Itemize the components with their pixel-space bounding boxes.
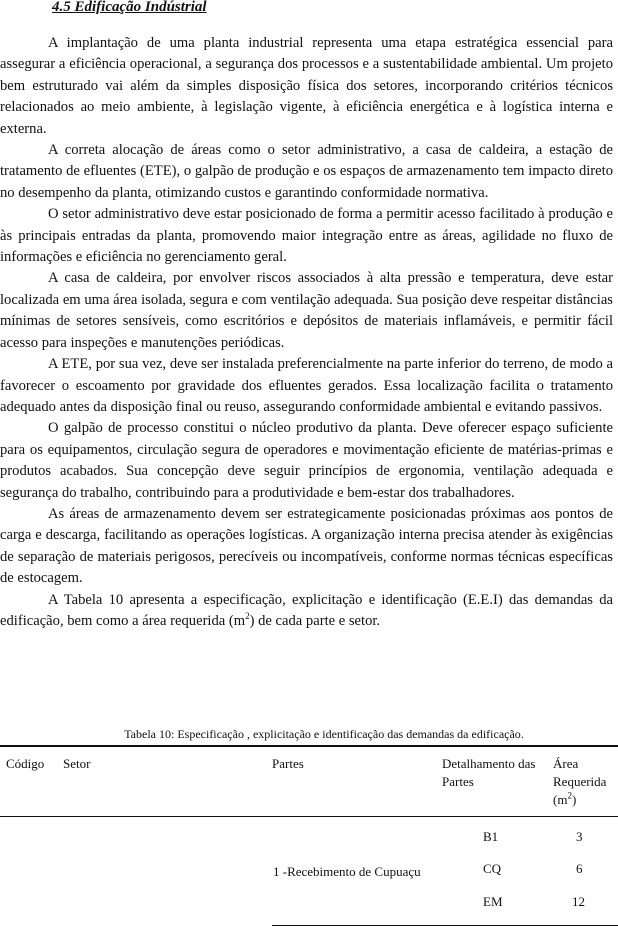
unit-superscript: 2	[567, 790, 572, 801]
body-text	[0, 33, 613, 632]
part-name: 1 -Recebimento de Cupuaçu	[273, 864, 421, 879]
header-area-unit: $(m^2)$	[553, 790, 577, 807]
paragraph: O setor administrativo deve estar posicionado de forma a permitir acesso facilitado à produção e às principais entradas da planta, promovendo maior integração entre as áreas, agilidade no fluxo de informações e eficiência no gerenciamento geral.	[0, 206, 613, 266]
table-cell-area: 12	[572, 894, 585, 909]
intro-text: A Tabela 10 apresenta a especificação, explicitação e identificação (E.E.I) das demandas da edificação, bem como a área requerida (m	[0, 591, 613, 629]
paragraph-table-intro	[0, 590, 613, 633]
paragraph: O galpão de processo constitui o núcleo produtivo da planta. Deve oferecer espaço suficiente para os equipamentos, circulação segura de operadores e movimentação eficiente de matérias-primas e produtos acabados. Sua concepção deve seguir princípios de ergonomia, ventilação adequada e segurança do trabalho, contribuindo para a produtividade e bem-estar dos trabalhadores.	[0, 420, 613, 501]
header-area	[553, 755, 606, 809]
header-partes: Partes	[272, 756, 304, 771]
superscript: 2	[245, 611, 250, 622]
section-heading: 4.5 Edificação Indústrial	[52, 0, 207, 15]
table-caption: Tabela 10: Especificação , explicitação e identificação das demandas da edificação.	[124, 727, 524, 741]
header-detalhamento	[442, 755, 536, 791]
paragraph: A ETE, por sua vez, deve ser instalada preferencialmente na parte inferior do terreno, de modo a favorecer o escoamento por gravidade dos efluentes gerados. Essa localização facilita o tratamento adequado antes da disposição final ou reuso, assegurando conformidade ambiental e evitando passivos.	[0, 356, 613, 415]
paragraph: A correta alocação de áreas como o setor administrativo, a casa de caldeira, a estação de tratamento de efluentes (ETE), o galpão de produção e os espaços de armazenamento tem impacto direto no desempenho da planta, otimizando custos e garantindo conformidade normativa.	[0, 142, 613, 201]
table-top-rule	[0, 745, 618, 747]
specification-table	[0, 745, 618, 926]
table-cell-code: B1	[483, 829, 499, 844]
header-detalhamento-line2: Partes	[442, 774, 474, 789]
header-area-line2: Requerida	[553, 774, 607, 789]
intro-text-end: ) de cada parte e setor.	[249, 612, 381, 629]
header-codigo: Código	[6, 756, 45, 771]
paragraph: A implantação de uma planta industrial representa uma etapa estratégica essencial para assegurar a eficiência operacional, a segurança dos processos e a sustentabilidade ambiental. Um projeto bem estruturado vai além da simples disposição física dos setores, incorporando critérios técnicos relacionados ao meio ambiente, à legislação vigente, à eficiência energética e à logística interna e externa.	[0, 35, 613, 137]
table-cell-code: CQ	[483, 861, 502, 876]
header-area-line1: Área	[553, 756, 579, 771]
header-detalhamento-line1: Detalhamento das	[442, 756, 536, 771]
table-header-rule	[0, 816, 618, 817]
paragraph: As áreas de armazenamento devem ser estrategicamente posicionadas próximas aos pontos de carga e descarga, facilitando as operações logísticas. A organização interna precisa atender às exigências de separação de materiais perigosos, perecíveis ou incompatíveis, conforme normas técnicas específicas de estocagem.	[0, 505, 613, 587]
table-cell-area: 6	[576, 861, 583, 876]
paragraph: A casa de caldeira, por envolver riscos associados à alta pressão e temperatura, deve estar localizada em uma área isolada, segura e com ventilação adequada. Sua posição deve respeitar distâncias mínimas de setores sensíveis, como escritórios e depósitos de materiais inflamáveis, e permitir fácil acesso para inspeções e manutenções periódicas.	[0, 270, 613, 351]
table-cell-area: 3	[576, 829, 583, 844]
table-cell-code: EM	[483, 894, 503, 909]
header-setor: Setor	[63, 756, 91, 771]
